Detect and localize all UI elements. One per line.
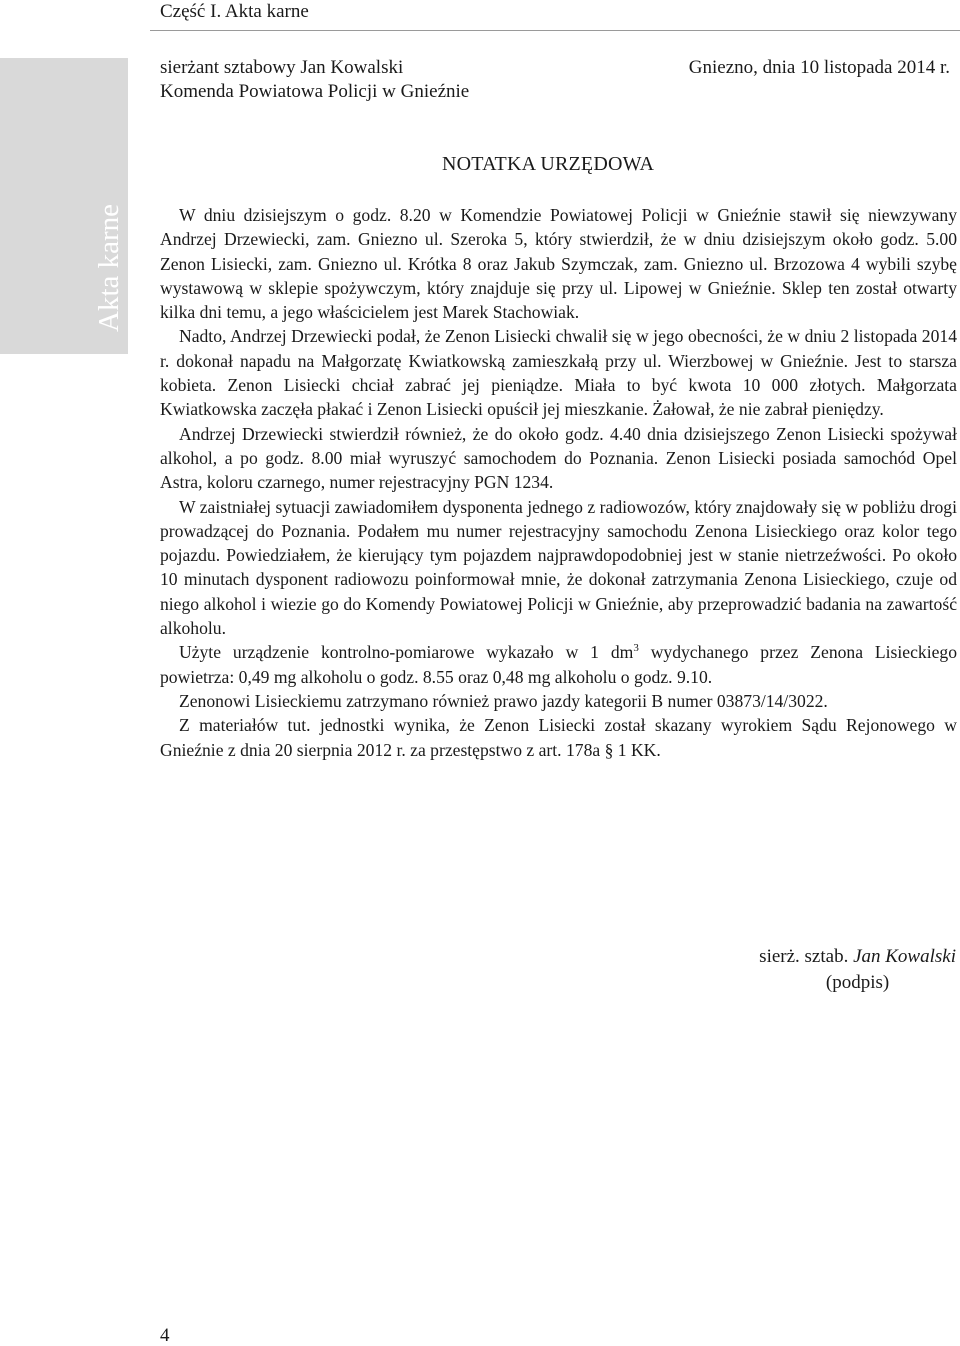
- paragraph-5: [160, 640, 957, 689]
- document-body: [160, 203, 957, 762]
- sender-block: [160, 56, 469, 104]
- page-number: 4: [160, 1325, 170, 1346]
- paragraph-3: Andrzej Drzewiecki stwierdził również, że do około godz. 4.40 dnia dzisiejszego Zenon Lisiecki spożywał alkohol, a po godz. 8.00 miał wyruszyć samochodem do Poznania. Zenon Lisiecki posiada samochód Opel Astra, koloru czarnego, numer rejestracyjny PGN 1234.: [160, 423, 957, 493]
- paragraph-6: Zenonowi Lisieckiemu zatrzymano również prawo jazdy kategorii B numer 03873/14/3022.: [179, 690, 828, 711]
- side-tab-label: Akta karne: [93, 203, 125, 332]
- paragraph-4: W zaistniałej sytuacji zawiadomiłem dysponenta jednego z radiowozów, który znajdowały się w pobliżu drogi prowadzącej do Poznania. Podałem mu numer rejestracyjny samochodu Zenona Lisieckiego oraz kolor tego pojazdu. Powiedziałem, że kierujący tym pojazdem najprawdopodobniej jest w stanie nietrzeźwości. Po około 10 minutach dysponent radiowozu poinformował mnie, że dokonał zatrzymania Zenona Lisieckiego, czuje od niego alkohol i wiezie go do Komendy Powiatowej Policji w Gnieźnie, aby przeprowadzić badania na zawartość alkoholu.: [160, 496, 957, 639]
- paragraph-1: W dniu dzisiejszym o godz. 8.20 w Komendzie Powiatowej Policji w Gnieźnie stawił się niewzywany Andrzej Drzewiecki, zam. Gniezno ul. Szeroka 5, który stwierdził, że w dniu dzisiejszym około godz. 5.00 Zenon Lisiecki, zam. Gniezno ul. Krótka 8 oraz Jakub Szymczak, zam. Gniezno ul. Brzozowa 4 wybili szybę wystawową w sklepie spożywczym, który znajduje się przy ul. Lipowej w Gnieźnie. Sklep ten został otwarty kilka dni temu, a jego właścicielem jest Marek Stachowiak.: [160, 205, 957, 323]
- sender-unit: Komenda Powiatowa Policji w Gnieźnie: [160, 81, 470, 102]
- signature-rank: sierż. sztab.: [759, 946, 849, 967]
- document-title: NOTATKA URZĘDOWA: [442, 153, 655, 175]
- signature-note: (podpis): [825, 972, 890, 993]
- superscript-cubed: 3: [633, 642, 639, 655]
- side-tab: [0, 58, 128, 354]
- paragraph-7: Z materiałów tut. jednostki wynika, że Zenon Lisiecki został skazany wyrokiem Sądu Rejonowego w Gnieźnie z dnia 20 sierpnia 2012 r. za przestępstwo z art. 178a § 1 KK.: [160, 715, 957, 760]
- header-divider: [150, 30, 960, 31]
- sender-name: sierżant sztabowy Jan Kowalski: [160, 57, 404, 78]
- running-header: Część I. Akta karne: [160, 1, 309, 22]
- paragraph-5-end: wydychanego przez Zenona Lisieckiego powietrza: 0,49 mg alkoholu o godz. 8.55 oraz 0,48 mg alkoholu o godz. 9.10.: [160, 642, 957, 687]
- signature-block: [759, 944, 956, 996]
- place-date: Gniezno, dnia 10 listopada 2014 r.: [688, 57, 950, 78]
- paragraph-2: Nadto, Andrzej Drzewiecki podał, że Zenon Lisiecki chwalił się w jego obecności, że w dniu 2 listopada 2014 r. dokonał napadu na Małgorzatę Kwiatkowską zamieszkałą przy ul. Wierzbowej w Gnieźnie. Jest to starsza kobieta. Zenon Lisiecki chciał zabrać jej pieniądze. Miała to być kwota 10 000 złotych. Małgorzata Kwiatkowska zaczęła płakać i Zenon Lisiecki opuścił jej mieszkanie. Żałował, że nie zabrał pieniędzy.: [160, 326, 957, 420]
- paragraph-5-start: Użyte urządzenie kontrolno-pomiarowe wykazało w 1 dm: [179, 642, 634, 663]
- signature-name: Jan Kowalski: [853, 946, 956, 967]
